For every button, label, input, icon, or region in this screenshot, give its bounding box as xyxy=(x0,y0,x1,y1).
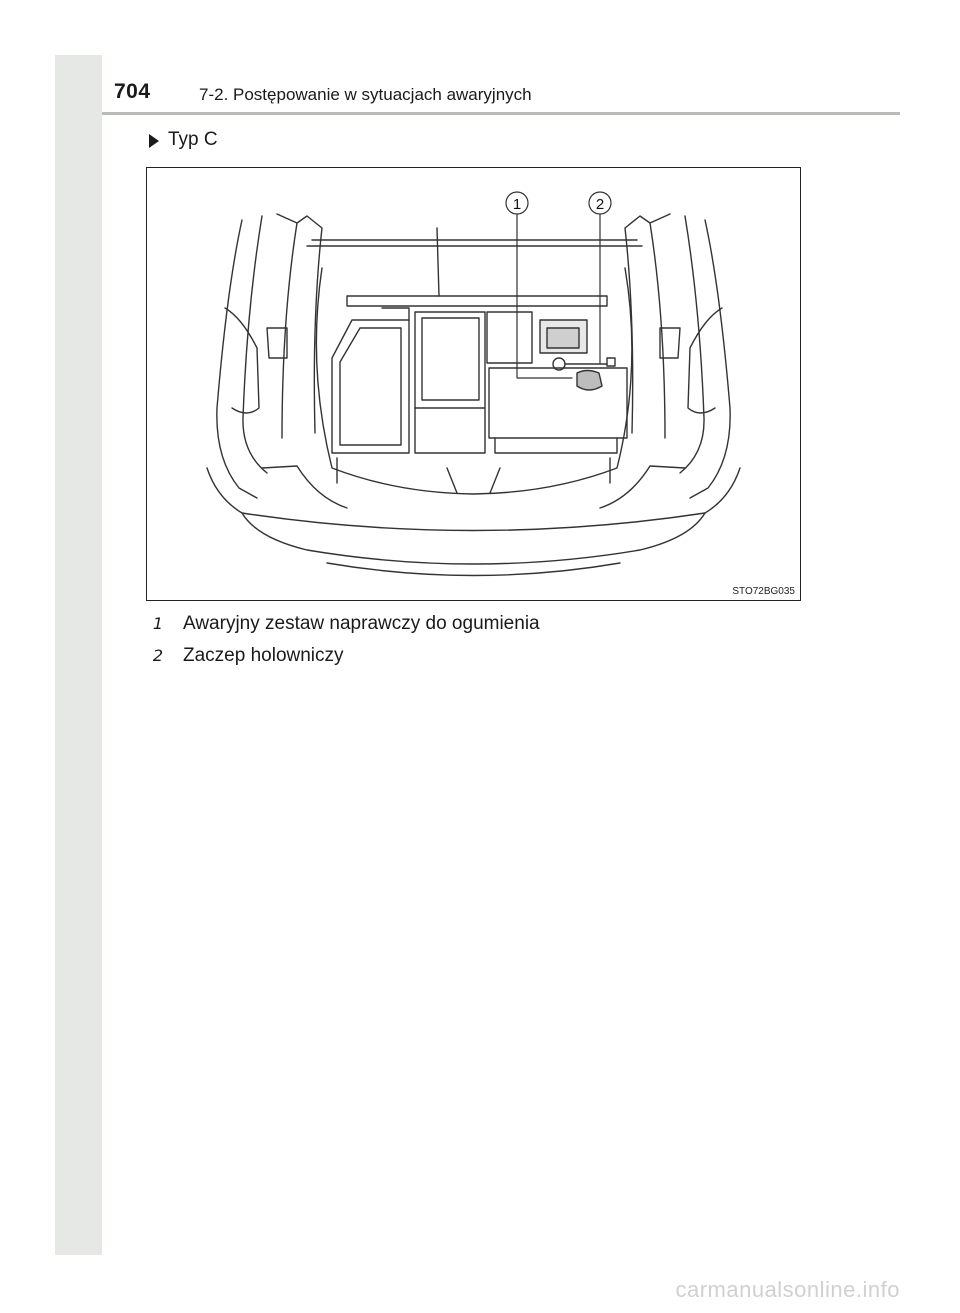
side-band xyxy=(55,55,102,1255)
trunk-drawing xyxy=(147,168,800,600)
type-heading-text: Typ C xyxy=(168,129,218,150)
trunk-illustration xyxy=(146,167,801,601)
triangle-bullet-icon xyxy=(149,134,159,148)
figure-code: STO72BG035 xyxy=(732,586,795,597)
page-number: 704 xyxy=(114,80,151,103)
header-rule xyxy=(102,112,900,115)
callout-2-label: 2 xyxy=(595,196,605,213)
legend-label: Awaryjny zestaw naprawczy do ogumienia xyxy=(183,613,540,634)
watermark: carmanualsonline.info xyxy=(675,1277,900,1302)
legend-number: 1 xyxy=(152,614,164,633)
legend-label: Zaczep holowniczy xyxy=(183,645,344,666)
callout-1-label: 1 xyxy=(512,196,522,213)
section-title: 7-2. Postępowanie w sytuacjach awaryjnych xyxy=(199,85,532,104)
legend-number: 2 xyxy=(152,646,164,665)
